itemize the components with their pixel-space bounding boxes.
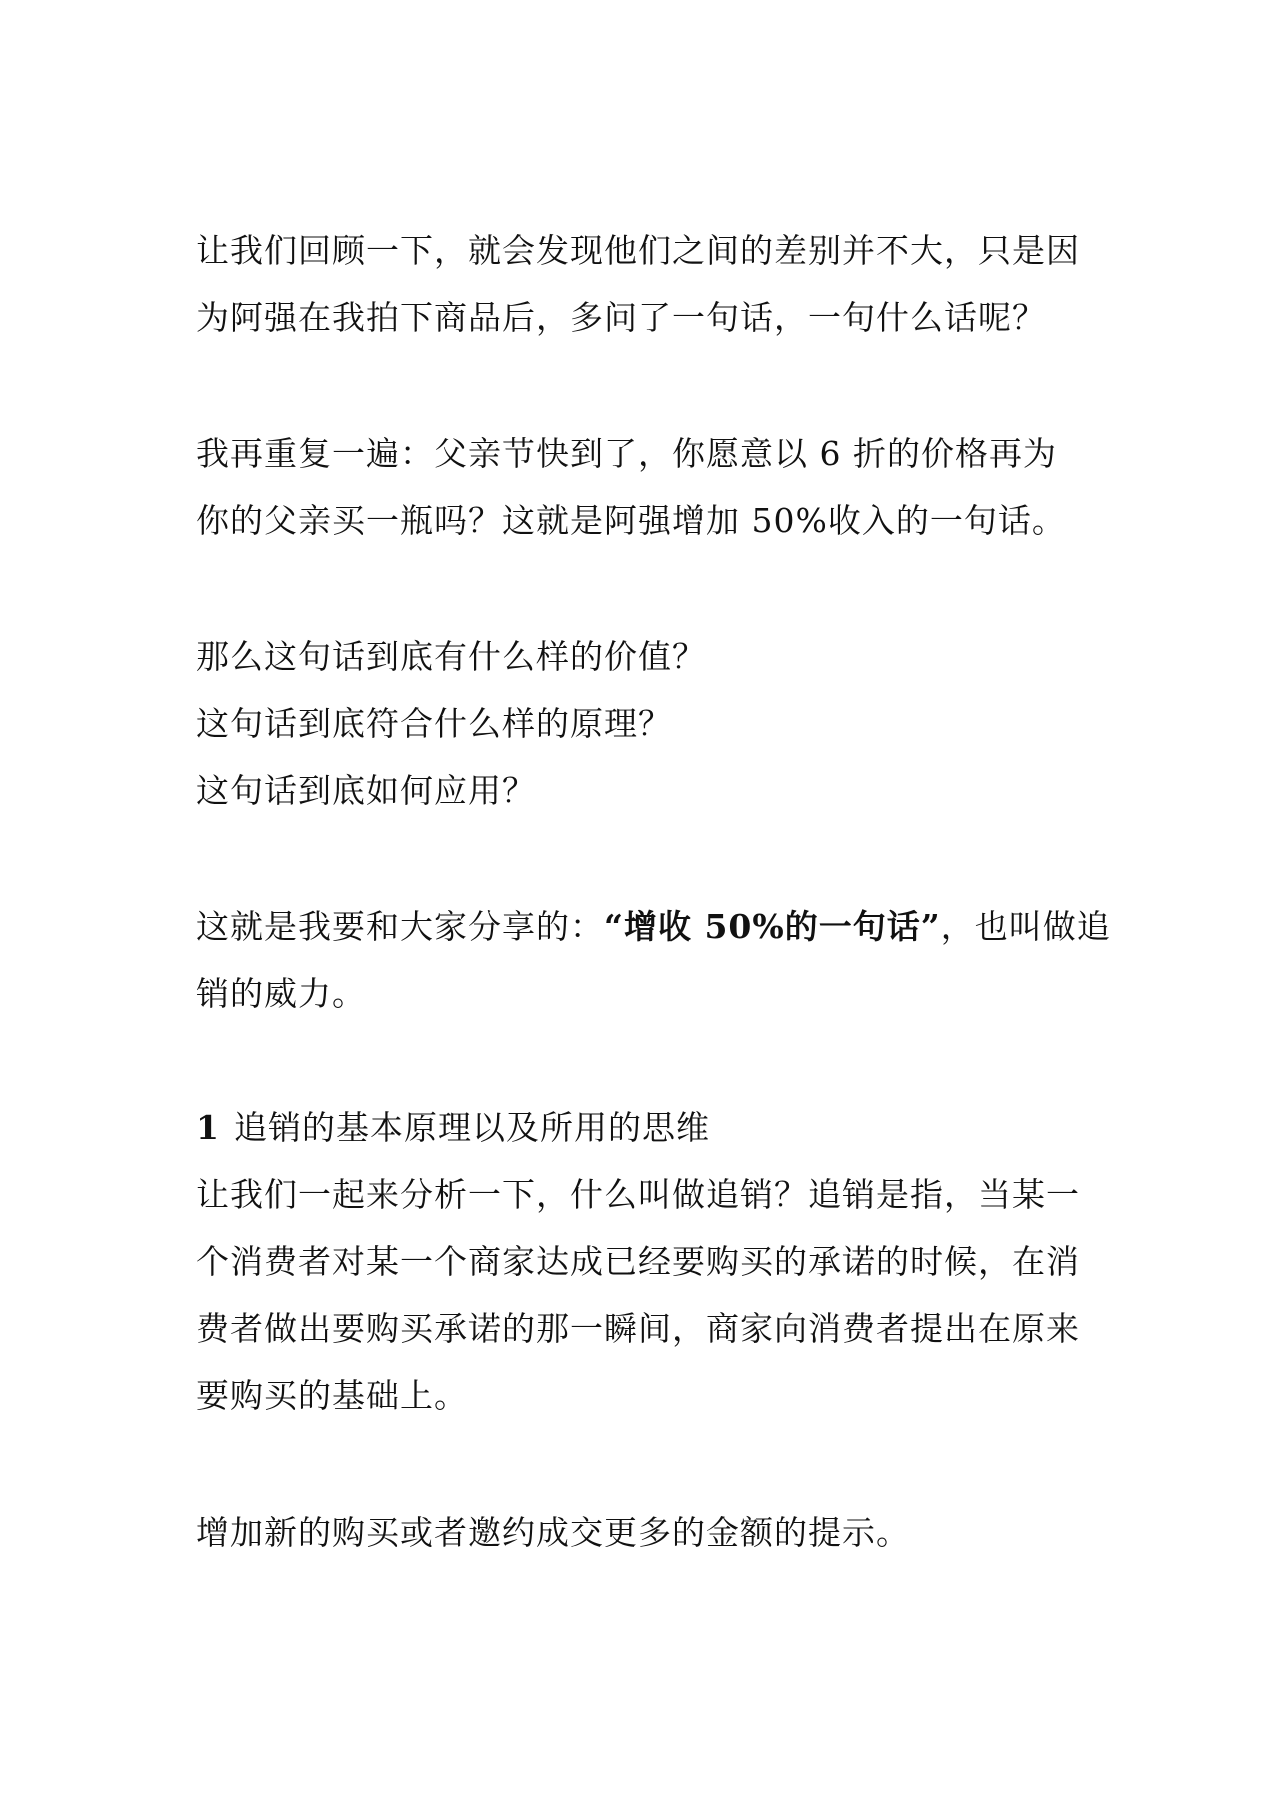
text-line: 那么这句话到底有什么样的价值？ [196,637,706,676]
text-line: 为阿强在我拍下商品后，多问了一句话，一句什么话呢？ [196,298,1046,337]
text-line: 我再重复一遍：父亲节快到了，你愿意以 6 折的价格再为 [196,434,1057,473]
emphasized-quote: “增收 50%的一句话” [604,907,941,946]
paragraph-1 [196,217,1096,351]
text-segment: ，也叫做追 [940,907,1111,946]
section-1 [196,1094,1096,1429]
text-line: 销的威力。 [196,974,366,1013]
text-line: 你的父亲买一瓶吗？这就是阿强增加 50%收入的一句话。 [196,501,1066,540]
text-line: 费者做出要购买承诺的那一瞬间，商家向消费者提出在原来 [196,1309,1080,1348]
text-line: 这句话到底符合什么样的原理？ [196,704,672,743]
text-line: 这句话到底如何应用？ [196,771,536,810]
paragraph-2 [196,420,1096,554]
text-line: 增加新的购买或者邀约成交更多的金额的提示。 [196,1513,910,1552]
text-line: 个消费者对某一个商家达成已经要购买的承诺的时候，在消 [196,1242,1080,1281]
text-line: 让我们回顾一下，就会发现他们之间的差别并不大，只是因 [196,231,1080,270]
section-heading [196,1094,1096,1161]
section-title: 追销的基本原理以及所用的思维 [233,1108,710,1147]
text-line: 让我们一起来分析一下，什么叫做追销？追销是指，当某一 [196,1175,1080,1214]
paragraph-5 [196,1499,1096,1566]
text-segment: 这就是我要和大家分享的： [196,907,604,946]
paragraph-3 [196,623,1096,824]
text-line: 要购买的基础上。 [196,1376,468,1415]
paragraph-4 [196,893,1111,1027]
text-line [196,893,1111,960]
section-number: 1 [196,1108,220,1147]
